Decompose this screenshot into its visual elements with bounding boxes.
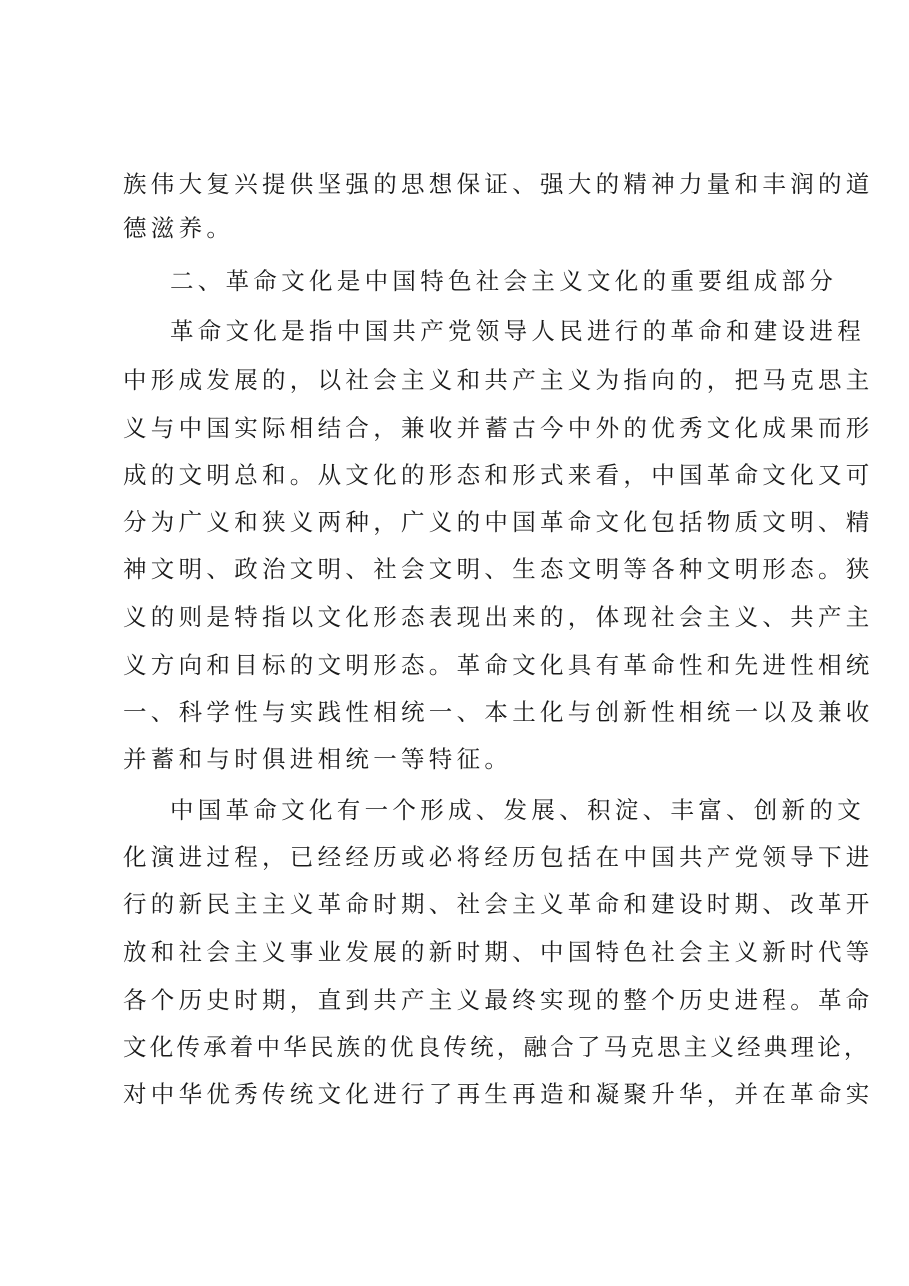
text-line: 文化传承着中华民族的优良传统，融合了马克思主义经典理论，: [123, 1033, 871, 1061]
text-line: 神文明、政治文明、社会文明、生态文明等各种文明形态。狭: [123, 555, 874, 583]
text-line: 放和社会主义事业发展的新时期、中国特色社会主义新时代等: [123, 938, 874, 966]
text-line: 各个历史时期，直到共产主义最终实现的整个历史进程。革命: [123, 986, 874, 1014]
text-line: 义与中国实际相结合，兼收并蓄古今中外的优秀文化成果而形: [123, 414, 874, 442]
text-line: 并蓄和与时俱进相统一等特征。: [123, 745, 513, 773]
text-line: 行的新民主主义革命时期、社会主义革命和建设时期、改革开: [123, 890, 874, 918]
text-line: 一、科学性与实践性相统一、本土化与创新性相统一以及兼收: [123, 698, 874, 726]
text-line: 化演进过程，已经经历或必将经历包括在中国共产党领导下进: [123, 843, 874, 871]
paragraph-first-line: 中国革命文化有一个形成、发展、积淀、丰富、创新的文: [170, 796, 865, 824]
text-line: 成的文明总和。从文化的形态和形式来看，中国革命文化又可: [123, 461, 874, 489]
text-line: 义方向和目标的文明形态。革命文化具有革命性和先进性相统: [123, 651, 874, 679]
text-line: 族伟大复兴提供坚强的思想保证、强大的精神力量和丰润的道: [123, 170, 874, 198]
text-line: 中形成发展的，以社会主义和共产主义为指向的，把马克思主: [123, 366, 874, 394]
text-line: 德滋养。: [123, 214, 235, 242]
text-line: 对中华优秀传统文化进行了再生再造和凝聚升华，并在革命实: [123, 1080, 874, 1108]
text-line: 义的则是特指以文化形态表现出来的，体现社会主义、共产主: [123, 603, 874, 631]
text-line: 分为广义和狭义两种，广义的中国革命文化包括物质文明、精: [123, 508, 874, 536]
paragraph-first-line: 革命文化是指中国共产党领导人民进行的革命和建设进程: [170, 317, 865, 345]
section-heading: 二、革命文化是中国特色社会主义文化的重要组成部分: [170, 267, 838, 295]
